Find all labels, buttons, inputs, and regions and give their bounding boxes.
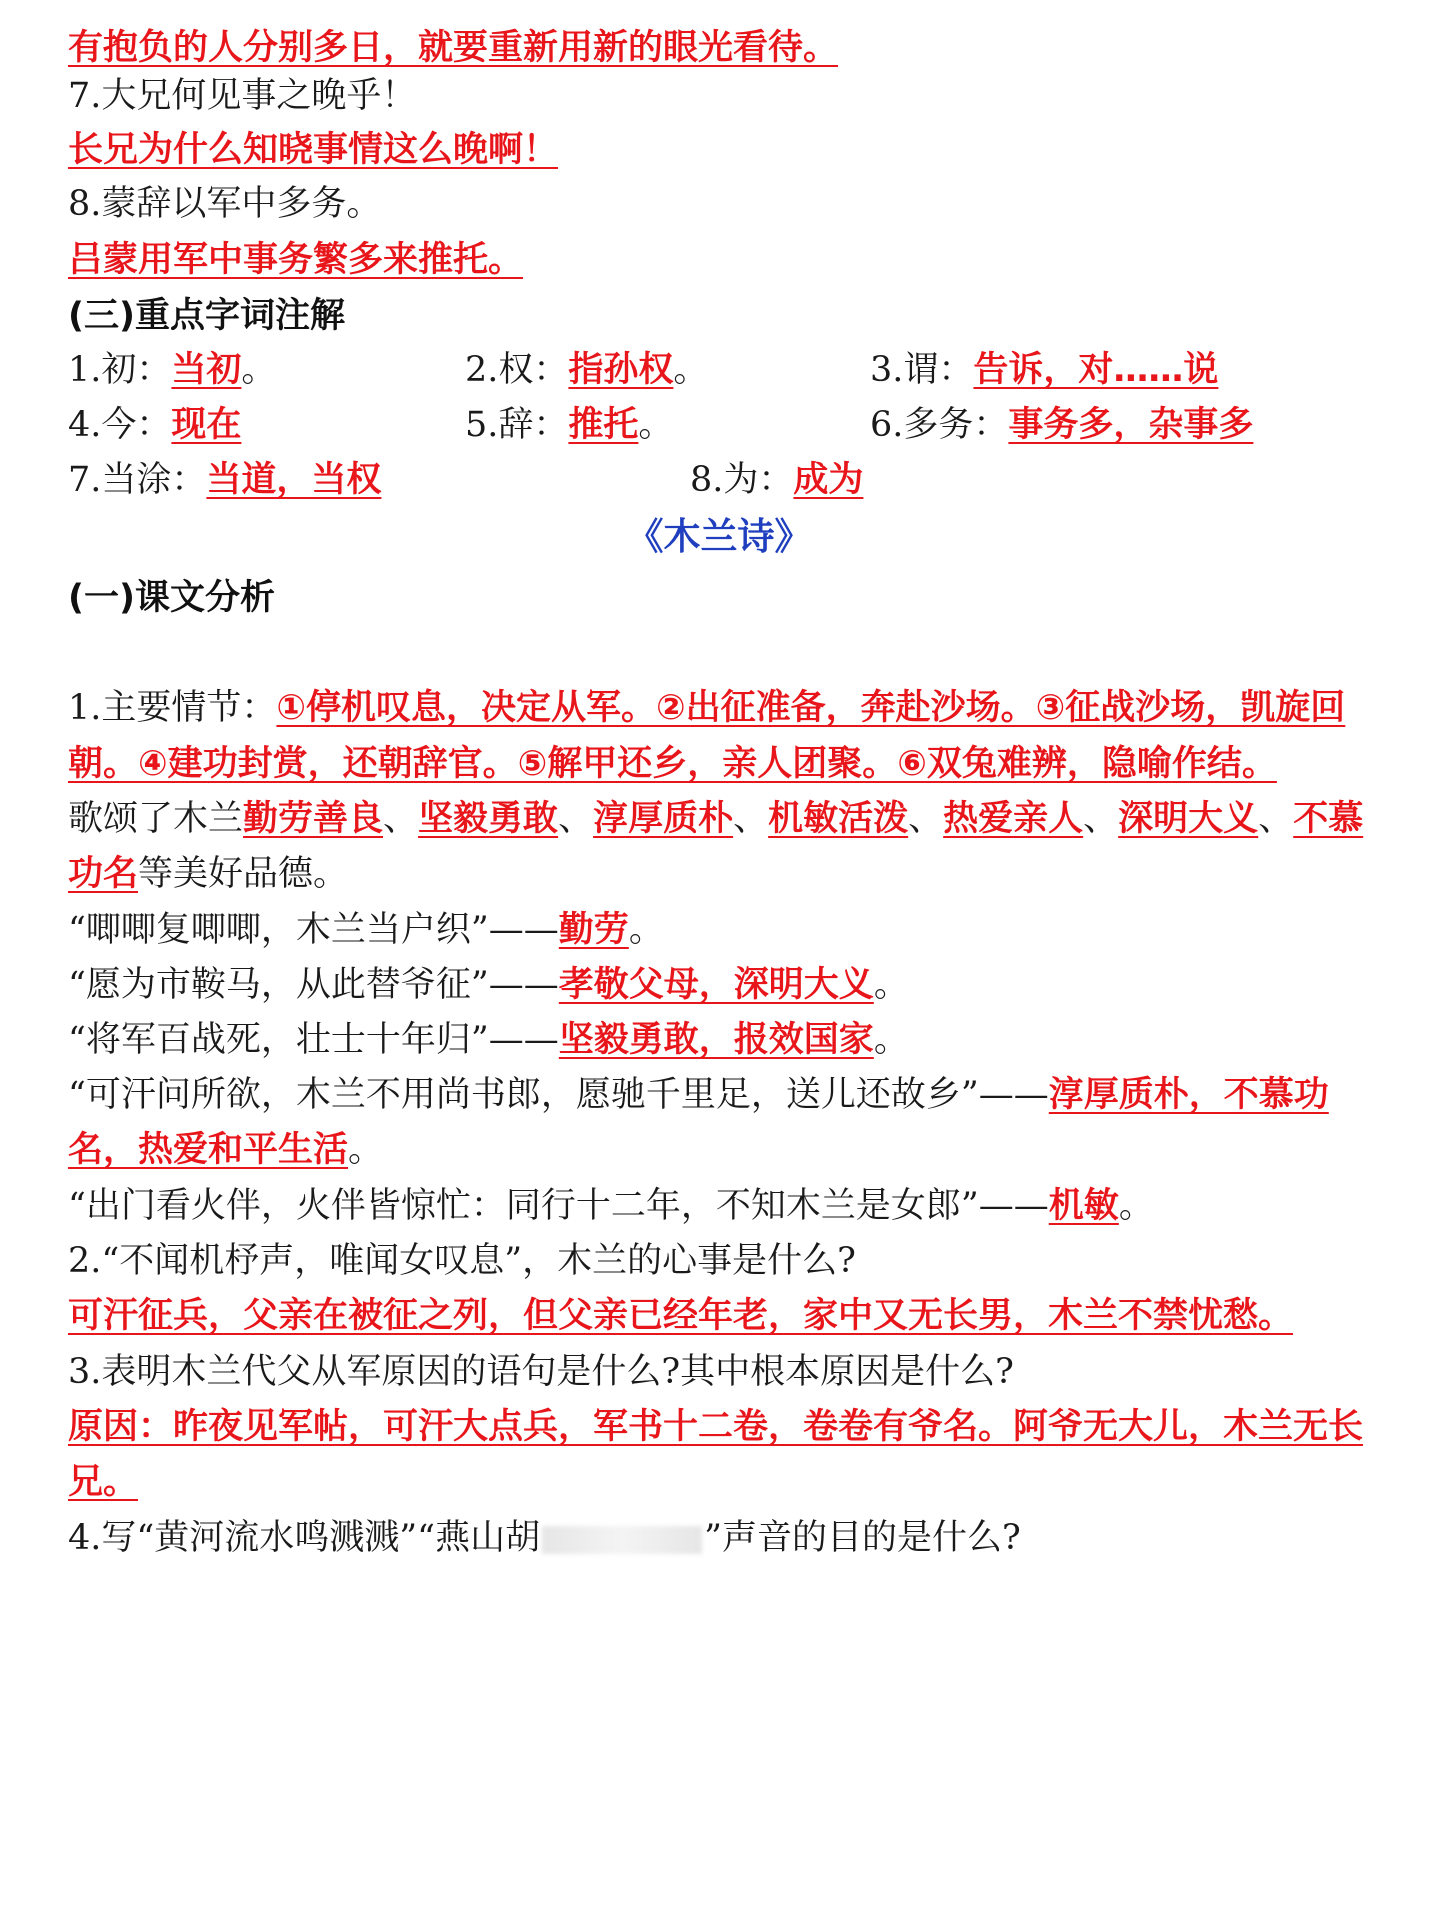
quote-line: [68, 1073, 1329, 1117]
separator: 、: [733, 799, 769, 839]
question-text: ”声音的目的是什么?: [704, 1518, 1021, 1558]
praise-suffix: 等美好品德。: [138, 854, 349, 894]
answer-line: 长兄为什么知晓事情这么晚啊！: [68, 130, 559, 170]
glossary-term: 4.今：: [68, 405, 172, 445]
quote-text: “愿为市鞍马，从此替爷征”——: [68, 965, 559, 1005]
praise-line: [68, 797, 1363, 841]
quote-suffix: 。: [873, 965, 909, 1005]
separator: 、: [383, 799, 419, 839]
quote-answer: 孝敬父母，深明大义: [558, 965, 874, 1005]
question-label: 1.主要情节：: [68, 688, 277, 728]
separator: 、: [1083, 799, 1119, 839]
glossary-item: [690, 458, 863, 502]
glossary-term: 5.辞：: [465, 405, 569, 445]
quote-text: “将军百战死，壮士十年归”——: [68, 1020, 559, 1060]
virtue-answer: 机敏活泼: [768, 799, 909, 839]
quote-text: “唧唧复唧唧，木兰当户织”——: [68, 910, 559, 950]
praise-prefix: 歌颂了木兰: [68, 799, 244, 839]
glossary-item: [870, 403, 1253, 447]
answer-line: 可汗征兵，父亲在被征之列，但父亲已经年老，家中又无长男，木兰不禁忧愁。: [68, 1296, 1294, 1336]
glossary-term: 7.当涂：: [68, 460, 207, 500]
quote-answer: 勤劳: [558, 910, 629, 950]
question-line: [68, 1516, 1021, 1560]
section-heading: (一)课文分析: [68, 578, 275, 618]
glossary-answer: 告诉，对……说: [973, 350, 1219, 390]
quote-line: [68, 1184, 1154, 1228]
virtue-answer: 坚毅勇敢: [418, 799, 559, 839]
question-text: 4.写“黄河流水鸣溅溅”“燕山胡: [68, 1518, 541, 1558]
answer-line: 有抱负的人分别多日，就要重新用新的眼光看待。: [68, 28, 839, 68]
glossary-term: 3.谓：: [870, 350, 974, 390]
virtue-answer: 不慕: [1293, 799, 1364, 839]
glossary-answer: 当道，当权: [206, 460, 382, 500]
quote-text: “出门看火伴，火伴皆惊忙：同行十二年，不知木兰是女郎”——: [68, 1186, 1049, 1226]
question-line: [68, 686, 1345, 730]
quote-line: [68, 1128, 383, 1172]
virtue-answer: 深明大义: [1118, 799, 1259, 839]
answer-text: ①停机叹息，决定从军。②出征准备，奔赴沙场。③征战沙场，凯旋回: [276, 688, 1346, 728]
answer-line: 朝。④建功封赏，还朝辞官。⑤解甲还乡，亲人团聚。⑥双兔难辨，隐喻作结。: [68, 744, 1277, 784]
answer-line: 吕蒙用军中事务繁多来推托。: [68, 240, 524, 280]
question-line: 7.大兄何见事之晚乎！: [68, 76, 417, 116]
separator: 、: [558, 799, 594, 839]
glossary-item: [465, 348, 708, 392]
quote-answer: 机敏: [1048, 1186, 1119, 1226]
answer-line: 兄。: [68, 1462, 139, 1502]
glossary-suffix: 。: [241, 350, 277, 390]
blurred-region: [542, 1526, 702, 1554]
glossary-suffix: 。: [638, 405, 674, 445]
glossary-item: [465, 403, 673, 447]
quote-text: “可汗问所欲，木兰不用尚书郎，愿驰千里足，送儿还故乡”——: [68, 1075, 1049, 1115]
question-line: 2.“不闻机杼声，唯闻女叹息”，木兰的心事是什么?: [68, 1241, 856, 1281]
virtue-answer: 功名: [68, 854, 139, 894]
separator: 、: [1258, 799, 1294, 839]
quote-suffix: 。: [1118, 1186, 1154, 1226]
glossary-term: 8.为：: [690, 460, 794, 500]
praise-line: [68, 852, 348, 896]
quote-answer: 坚毅勇敢，报效国家: [558, 1020, 874, 1060]
question-line: 8.蒙辞以军中多务。: [68, 184, 382, 224]
glossary-suffix: 。: [673, 350, 709, 390]
glossary-answer: 成为: [793, 460, 864, 500]
glossary-answer: 指孙权: [568, 350, 674, 390]
virtue-answer: 勤劳善良: [243, 799, 384, 839]
glossary-item: [68, 458, 381, 502]
quote-line: [68, 1018, 909, 1062]
glossary-term: 6.多务：: [870, 405, 1009, 445]
quote-answer: 名，热爱和平生活: [68, 1130, 349, 1170]
virtue-answer: 淳厚质朴: [593, 799, 734, 839]
answer-line: 原因：昨夜见军帖，可汗大点兵，军书十二卷，卷卷有爷名。阿爷无大儿，木兰无长: [68, 1407, 1364, 1447]
glossary-answer: 当初: [171, 350, 242, 390]
glossary-answer: 现在: [171, 405, 242, 445]
quote-answer: 淳厚质朴，不慕功: [1048, 1075, 1329, 1115]
quote-suffix: 。: [628, 910, 664, 950]
quote-line: [68, 908, 664, 952]
virtue-answer: 热爱亲人: [943, 799, 1084, 839]
quote-suffix: 。: [873, 1020, 909, 1060]
glossary-item: [870, 348, 1218, 392]
section-heading: (三)重点字词注解: [68, 296, 345, 336]
glossary-answer: 事务多，杂事多: [1008, 405, 1254, 445]
poem-title: 《木兰诗》: [626, 515, 812, 558]
quote-line: [68, 963, 909, 1007]
glossary-item: [68, 403, 241, 447]
quote-suffix: 。: [348, 1130, 384, 1170]
glossary-term: 1.初：: [68, 350, 172, 390]
glossary-answer: 推托: [568, 405, 639, 445]
glossary-item: [68, 348, 276, 392]
question-line: 3.表明木兰代父从军原因的语句是什么?其中根本原因是什么?: [68, 1352, 1014, 1392]
separator: 、: [908, 799, 944, 839]
glossary-term: 2.权：: [465, 350, 569, 390]
